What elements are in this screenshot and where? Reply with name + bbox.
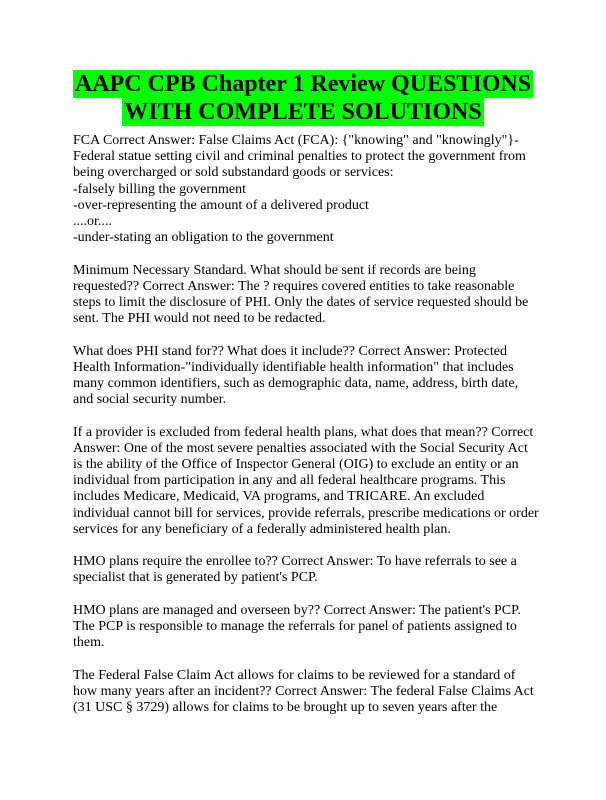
text-line: Answer: One of the most severe penalties associated with the Social Security Act <box>73 440 528 456</box>
text-line: steps to limit the disclosure of PHI. Only the dates of service requested should be <box>73 295 529 311</box>
text-line: -under-stating an obligation to the government <box>73 230 334 246</box>
text-line: and social security number. <box>73 392 227 408</box>
text-line: many common identifiers, such as demographic data, name, address, birth date, <box>73 376 519 392</box>
text-line: individual cannot bill for services, provide referrals, prescribe medications or order <box>73 505 539 521</box>
text-line: them. <box>73 635 105 651</box>
title-line: AAPC CPB Chapter 1 Review QUESTIONS <box>74 71 532 97</box>
text-line: What does PHI stand for?? What does it include?? Correct Answer: Protected <box>73 343 507 359</box>
text-line: how many years after an incident?? Correct Answer: The federal False Claims Act <box>73 683 534 699</box>
text-line: sent. The PHI would not need to be redacted. <box>73 311 326 327</box>
text-line: requested?? Correct Answer: The ? requires covered entities to take reasonable <box>73 278 515 294</box>
title-line: WITH COMPLETE SOLUTIONS <box>124 99 482 125</box>
text-line: being overcharged or sold substandard goods or services: <box>73 165 394 181</box>
document-body <box>73 133 543 732</box>
text-line: is the ability of the Office of Inspector General (OIG) to exclude an entity or an <box>73 457 519 473</box>
text-line: Federal statue setting civil and criminal penalties to protect the government from <box>73 149 526 165</box>
text-line: includes Medicare, Medicaid, VA programs, and TRICARE. An excluded <box>73 489 485 505</box>
qa-excluded-provider <box>73 425 543 538</box>
page-title <box>0 70 606 126</box>
text-line: individual from participation in any and all federal healthcare programs. This <box>73 473 506 489</box>
qa-hmo-require <box>73 554 543 586</box>
qa-phi <box>73 344 543 409</box>
text-line: The PCP is responsible to manage the referrals for panel of patients assigned to <box>73 619 517 635</box>
text-line: HMO plans require the enrollee to?? Correct Answer: To have referrals to see a <box>73 554 517 570</box>
text-line: services for any beneficiary of a federally administered health plan. <box>73 521 451 537</box>
qa-hmo-managed <box>73 603 543 652</box>
text-line: The Federal False Claim Act allows for claims to be reviewed for a standard of <box>73 667 516 683</box>
text-line: If a provider is excluded from federal health plans, what does that mean?? Correct <box>73 424 534 440</box>
text-line: FCA Correct Answer: False Claims Act (FCA): {"knowing" and "knowingly"}- <box>73 133 519 148</box>
qa-minimum-necessary <box>73 263 543 328</box>
text-line: Health Information-"individually identifiable health information" that includes <box>73 359 514 375</box>
qa-false-claim-act <box>73 668 543 717</box>
text-line: Minimum Necessary Standard. What should be sent if records are being <box>73 262 476 278</box>
text-line: (31 USC § 3729) allows for claims to be brought up to seven years after the <box>73 700 498 716</box>
text-line: HMO plans are managed and overseen by?? Correct Answer: The patient's PCP. <box>73 602 521 618</box>
text-line: -falsely billing the government <box>73 181 247 197</box>
qa-fca <box>73 133 543 246</box>
text-line: -over-representing the amount of a delivered product <box>73 197 369 213</box>
text-line: specialist that is generated by patient's PCP. <box>73 570 318 586</box>
text-line: ....or.... <box>73 214 112 230</box>
